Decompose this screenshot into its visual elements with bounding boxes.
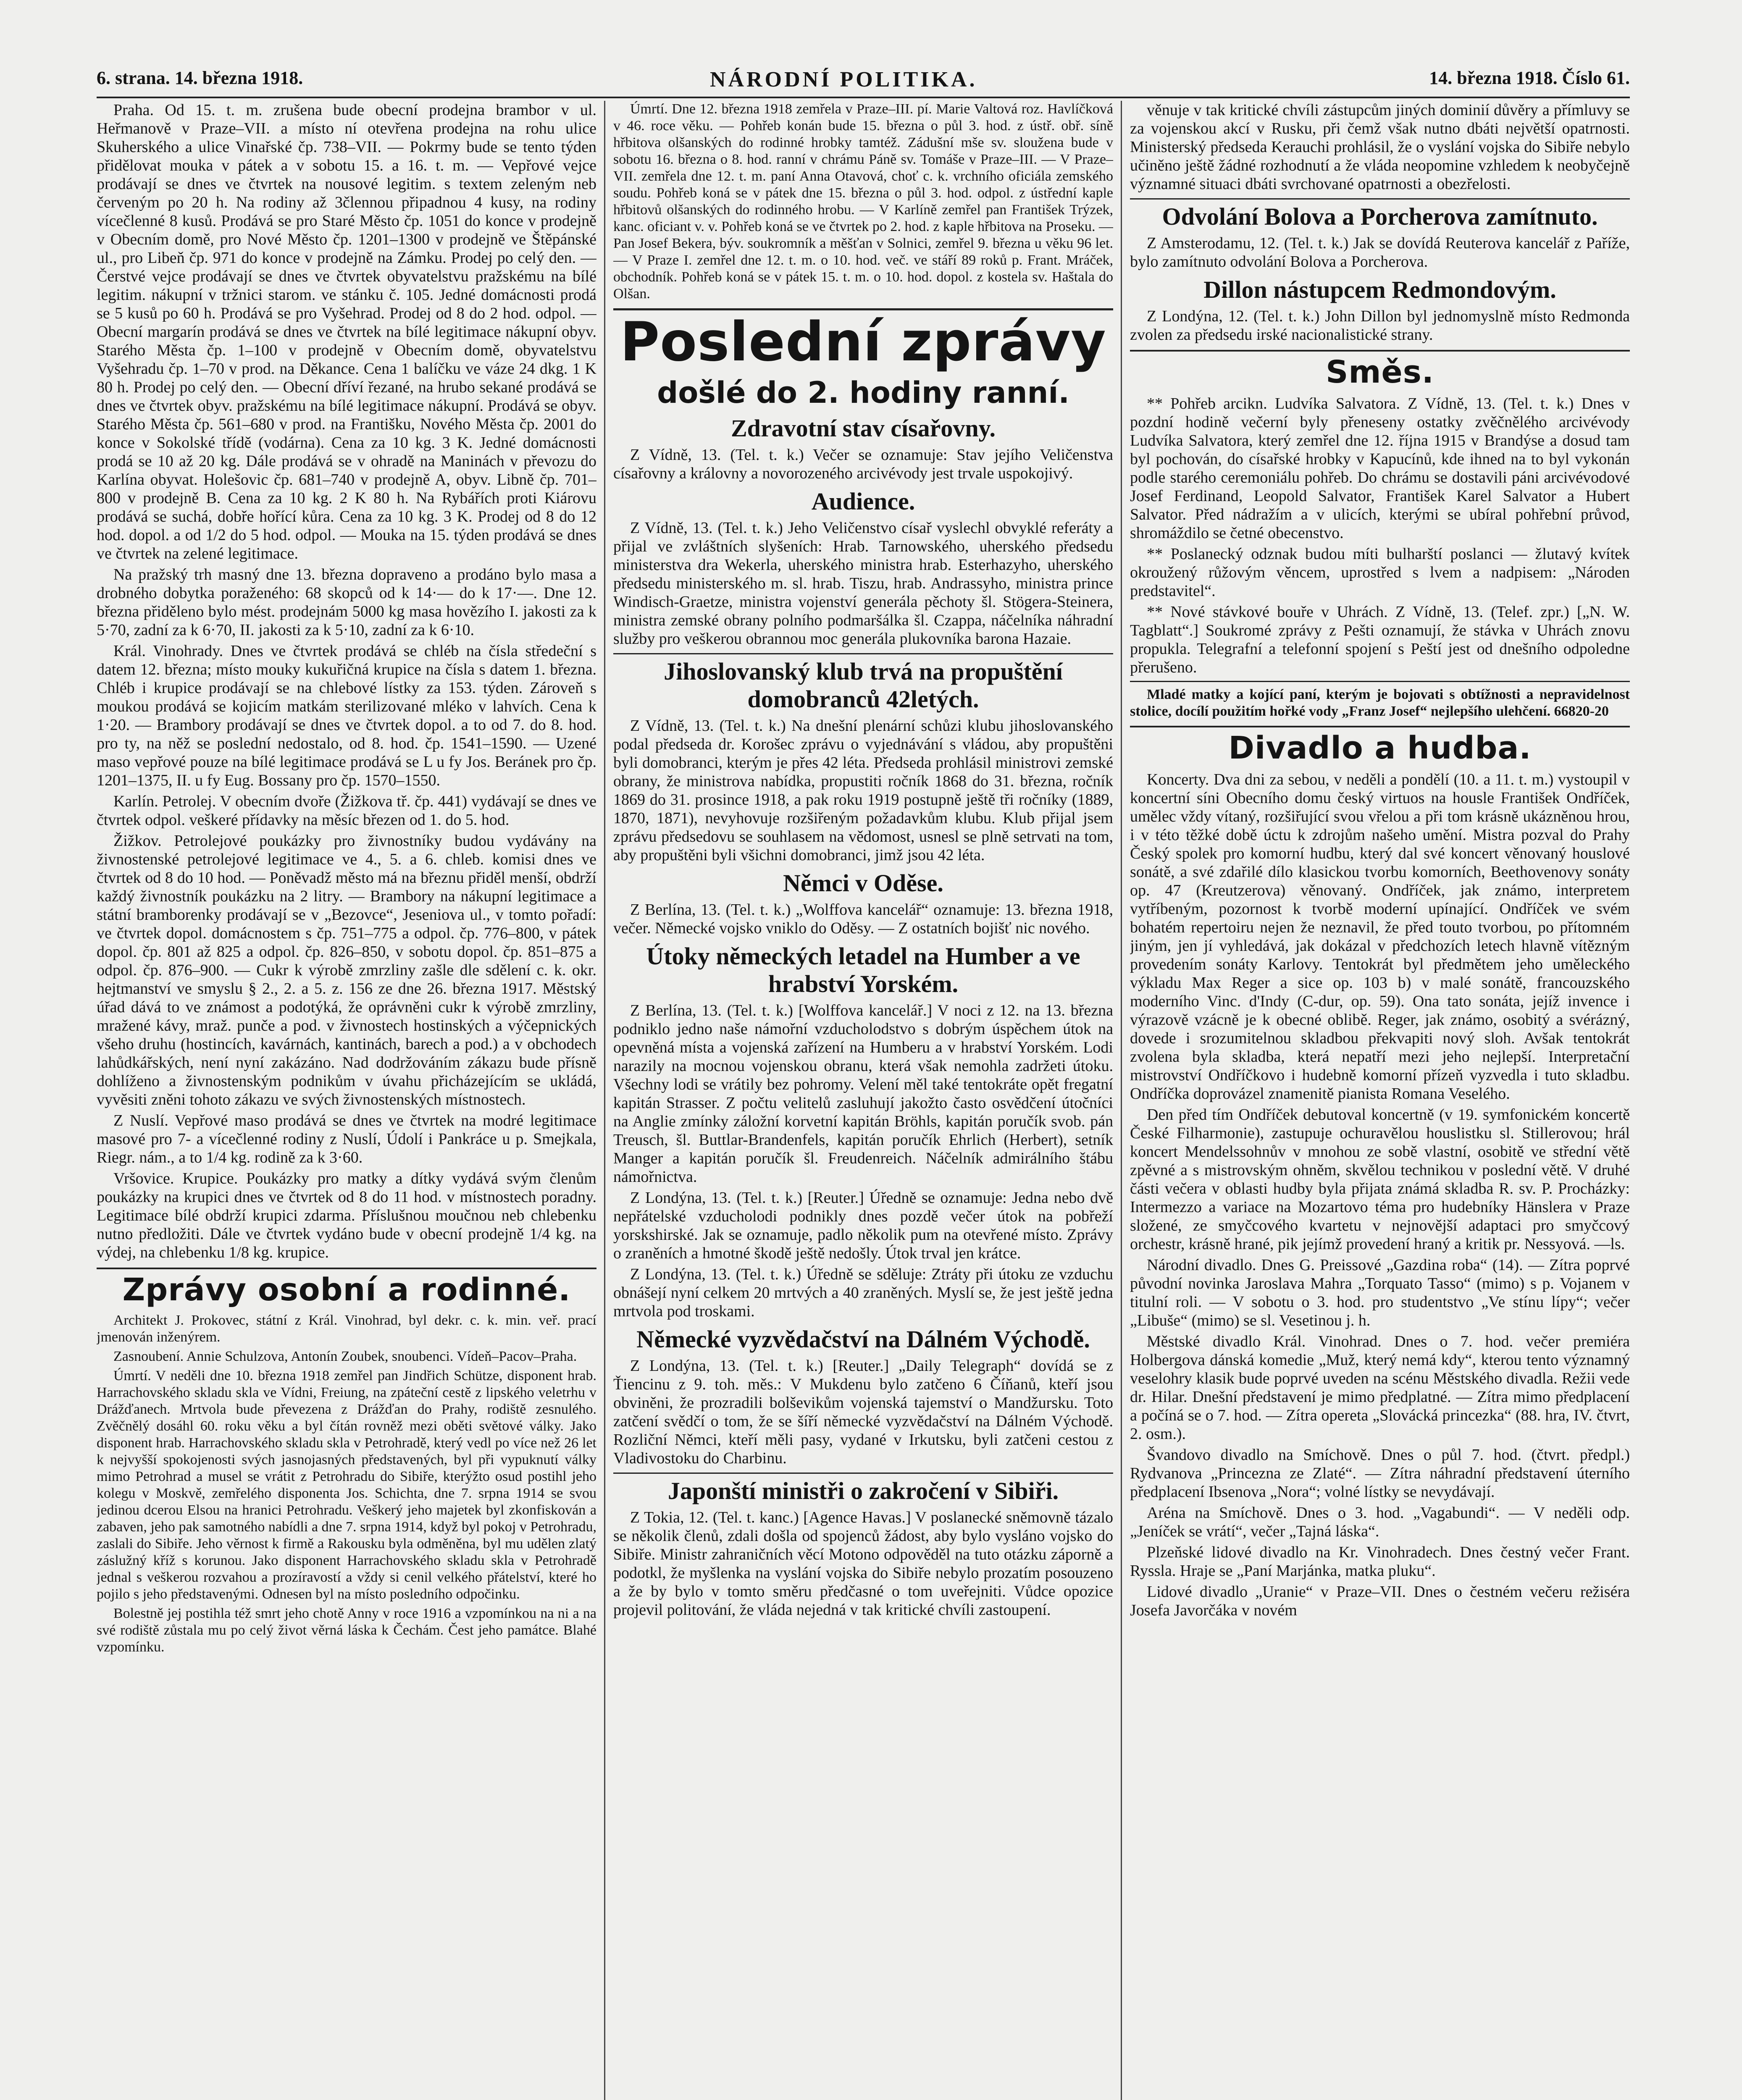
article-paragraph: Aréna na Smíchově. Dnes o 3. hod. „Vagabundi“. — V neděli odp. „Jeníček se vrátí“, večer „Tajná láska“. — [1130, 1504, 1630, 1540]
article-headline: Odvolání Bolova a Porcherova zamítnuto. — [1130, 198, 1630, 231]
article-paragraph: Koncerty. Dva dni za sebou, v neděli a pondělí (10. a 11. t. m.) vystoupil v koncertní síni Obecního domu český virtuos na housle František Ondříček, umělec vždy vítaný, rozšiřující svou vřelou a při tom krásně ukázněnou hrou, i v této těžké době úctu k zdrojům našeho umění. Mistra pozval do Prahy Český spolek pro komorní hudbu, který dal své koncert věnovaný houslové sonátě, a své zdařilé dílo klasickou tvorbu komorních, Beethovenovy sonáty op. 47 (Kreutzerova) věnovaný. Ondříček, jak známo, interpretem vytříbeným, pozornost k tvorbě moderní upínající. Ondříček ve svém bohatém repertoiru nejen že neznavil, že před touto tvorbou, po přítomném jiným, jen jí vyhledává, jak dokázal v předchozích letech hlavně vítězným provedením sonáty Karlovy. Tentokrát byl předmětem jeho uměleckého výkladu Max Reger a sice op. 103 b) v malé sonátě, francouzského moderního Vinc. d'Indy (C-dur, op. 59). Ona tato sonáta, jejíž invence i výrazově vzácně je k obecné oblibě. Reger, jak známo, osobitý a svérázný, dovede i srozumitelnou skladbou překvapiti nový sloh. Avšak tentokrát zvolena byla skladba, která nepatří mezi jeho nejlepší. Interpretační mistrovství Ondříčkovo i hudebně komorní přízeň vyzvedla i tuto skladbu. Ondříčka doprovázel znamenitě pianista Romana Veselého. — [1130, 771, 1630, 1102]
obituaries-paragraph: Úmrtí. Dne 12. března 1918 zemřela v Praze–III. pí. Marie Valtová roz. Havlíčková v 46. roce věku. — Pohřeb konán bude 15. března o půl 3. hod. z ústř. obř. síně hřbitova olšanských do rodinné hrobky tamtéž. Zádušní mše sv. sloužena bude v sobotu 16. března o 8. hod. ranní v chrámu Páně sv. Tomáše v Praze–III. — V Praze–VII. zemřela dne 12. t. m. paní Anna Otavová, choť c. k. vrchního oficiála zemského soudu. Pohřeb koná se v pátek dne 15. března o půl 3. hod. odpol. z ústřední kaple hřbitovů olšanských do rodinného hrobu. — V Karlíně zemřel pan František Trýzek, kanc. oficiant v. v. Pohřeb koná se ve čtvrtek po 2. hod. z kaple hřbitova na Proseku. — Pan Josef Bekera, býv. soukromník a měšťan v Solnici, zemřel 9. března u věku 96 let. — V Praze I. zemřel dne 12. t. m. o 10. hod. več. ve stáří 89 roků p. Frant. Mráček, obchodník. Pohřeb koná se v pátek 15. t. m. o 10. hod. dopol. z kostela sv. Haštala do Olšan. — [613, 101, 1113, 302]
article-paragraph: ** Pohřeb arcikn. Ludvíka Salvatora. Z Vídně, 13. (Tel. t. k.) Dnes v pozdní hodině večerní byly přeneseny ostatky zvěčnělého arcivévody Ludvíka Salvatora, který zemřel dne 12. října 1915 v Brandýse a dosud tam byl pochován, do císařské hrobky v Kapucínů, kde ihned na to byl vykonán podle starého ceremoniálu pohřeb. Do chrámu se dostavili páni arcivévodové Josef Ferdinand, Leopold Salvator, František Karel Salvator a Hubert Salvator. Před nádražím a v ulicích, kterými se ubíral pohřební průvod, shromáždilo se četné obecenstvo. — [1130, 395, 1630, 542]
article-headline: Audience. — [811, 488, 915, 515]
article-paragraph: Z Amsterodamu, 12. (Tel. t. k.) Jak se dovídá Reuterova kancelář z Paříže, bylo zamítnuto odvolání Bolova a Porcherova. — [1130, 234, 1630, 270]
masthead-title: NÁRODNÍ POLITIKA. — [710, 68, 977, 92]
article-paragraph: Z Tokia, 12. (Tel. t. kanc.) [Agence Havas.] V poslanecké sněmovně tázalo se několik členů, zdali došla od spojenců žádost, aby bylo vysláno vojsko do Sibiře. Ministr zahraničních věcí Motono odpověděl na tuto otázku záporně a podotkl, že myšlenka na vyslání vojska do Sibiře nebylo prozatím posouzeno a že by bylo v tomto směru předčasné o tom uveřejniti. Vůdce opozice projevil politování, že vláda nejedná v tak kritické chvíli zastoupení. — [613, 1509, 1113, 1619]
article-paragraph: Z Londýna, 13. (Tel. t. k.) [Reuter.] Úředně se oznamuje: Jedna nebo dvě nepřátelské vzducholodi podnikly dnes pozdě večer útok na pobřeží yorskshirské. Jak se oznamuje, padlo několik pum na otevřené místo. Zprávy o zraněních a hmotné škodě ještě nedošly. Útok trval jen krátce. — [613, 1189, 1113, 1262]
advertisement-notice: Mladé matky a kojící paní, kterým je bojovati s obtížnosti a nepravidelnost stolice, docílí použitím hořké vody „Franz Josef“ nejlepšího ulehčení. 66820-20 — [1130, 687, 1630, 719]
article-paragraph: Lidové divadlo „Uranie“ v Praze–VII. Dnes o čestném večeru režiséra Josefa Javorčáka v novém — [1130, 1583, 1630, 1619]
article-paragraph: Z Londýna, 13. (Tel. t. k.) Úředně se sděluje: Ztráty při útoku ze vzduchu obnášejí nyní celkem 20 mrtvých a 40 zraněných. Myslí se, že jest ještě jedna mrtvola pod troskami. — [613, 1265, 1113, 1320]
section-subtitle-latest-news: došlé do 2. hodiny ranní. — [657, 375, 1069, 410]
column-2 — [613, 101, 1113, 2100]
article-headline: Německé vyzvědačství na Dálném Východě. — [636, 1326, 1090, 1353]
article-paragraph: Zasnoubení. Annie Schulzova, Antonín Zoubek, snoubenci. Vídeň–Pacov–Praha. — [113, 1349, 577, 1364]
section-title-theatre-music: Divadlo a hudba. — [1130, 726, 1630, 766]
article-headline: Dillon nástupcem Redmondovým. — [1203, 276, 1556, 303]
article-headline: Němci v Oděse. — [783, 869, 943, 897]
article-paragraph: Bolestně jej postihla též smrt jeho chotě Anny v roce 1916 a vzpomínkou na ni a na své rodiště zůstala mu po celý život věrná láska k Čechám. Čest jeho památce. Blahé vzpomínku. — [97, 1606, 596, 1655]
header-date-left: 6. strana. 14. března 1918. — [97, 68, 303, 88]
article-paragraph: Na pražský trh masný dne 13. března dopraveno a prodáno bylo masa a drobného dobytka poraženého: 68 skopců od k 14·— do k 17·—. Dne 12. března přiděleno bylo mést. prodejnám 5000 kg masa hovězího I. jakosti za k 5·70, zadní za k 6·70, II. jakosti za k 5·10, zadní za k 6·10. — [97, 566, 596, 639]
section-title-miscellany: Směs. — [1130, 350, 1630, 390]
article-paragraph: Karlín. Petrolej. V obecním dvoře (Žižkova tř. čp. 441) vydávají se dnes ve čtvrtek odpol. veškeré přídavky na měsíc březen od 1. do 5. hod. — [97, 793, 596, 829]
column-divider — [604, 101, 605, 2100]
article-paragraph: Praha. Od 15. t. m. zrušena bude obecní prodejna brambor v ul. Heřmanově v Praze–VII. a místo ní otevřena prodejna na rohu ulice Skuherského a ulice Vinařské čp. 738–VII. — Pokrmy bude se tento týden přidělovat mouka v pátek a v sobotu 15. a 16. t. m. — Vepřové vejce prodávají se dnes ve čtvrtek na nousové legitim. s textem zeleným neb červeným po 20 h. Na rodiny až 3člennou připadnou 4 kusy, na rodiny vícečlenné 8 kusů. Prodává se pro Staré Město čp. 1051 do konce v prodejně v Obecním domě, pro Nové Město čp. 1201–1300 v prodejně ve Štěpánské ul., pro Libeň čp. 971 do konce v prodejně na Zámku. Prodej po celý den. — Čerstvé vejce prodávají se dnes ve čtvrtek obyvatelstvu pražskému na bílé legitim. nákupní v tržnici starom. ve stánku č. 105. Jedné domácnosti prodá se 5 kusů po 60 h. Prodává se pro Vyšehrad. Prodej od 8 do 2 hod. odpol. — Obecní margarín prodává se dnes ve čtvrtek na bílé legitimace nákupní obyv. Starého Města čp. 1–100 v prodejně v Obecním domě, obyvatelstvu Vyšehradu čp. 1–70 v prod. na Děkance. Cena 1 balíčku ve váze 24 dkg. 1 K 80 h. Prodej po celý den. — Obecní dříví řezané, na hrubo sekané prodává se dnes ve čtvrtek obyv. pražskému na bílé legitimace nákupní. Prodává se obyv. Starého Města čp. 561–680 v prod. na Františku, Nového Města čp. 2001 do konce v Sokolské třídě (vodárna). Cena za 10 kg. 3 K. Jedné domácnosti prodá se 10 až 20 kg. Dále prodává se v ohradě na Maninách v převozu do Karlína obyvat. Holešovic čp. 681–740 v prodejně A, obyv. Libně čp. 701–800 v prodejně B. Cena za 10 kg. 2 K 80 h. Na Rybářích proti Kiárovu prodává se suchá, dobře hořící kůra. Cena za 10 kg. 3 K. Prodej od 8 do 12 hod. dopol. a od 1/2 do 5 hod. odpol. — Mouka na 15. týden prodává se dnes ve čtvrtek na zelené legitimace. — [97, 101, 596, 562]
article-headline: Jihoslovanský klub trvá na propuštění domobranců 42letých. — [613, 653, 1113, 713]
page-header — [97, 67, 1630, 98]
article-paragraph: Z Vídně, 13. (Tel. t. k.) Večer se oznamuje: Stav jejího Veličenstva císařovny a královny a novorozeného arcivévody jest trvale uspokojivý. — [613, 446, 1113, 482]
article-paragraph: Z Vídně, 13. (Tel. t. k.) Jeho Veličenstvo císař vyslechl obvyklé referáty a přijal ve zvláštních slyšeních: Hrab. Tarnowského, uherského předsedu ministerstva dra Wekerla, uherského ministra hrab. Esterhazyho, uherského předsedu ministerského m. sl. hrab. Tiszu, hrab. Andrassyho, ministra prince Windisch-Graetze, ministra vojenství generála pěchoty šl. Stögera-Steinera, ministra zemské obrany polního podmaršálka šl. Czappa, náčelníka náhradní služby pro veškerou obrannou moc generála plukovníka barona Hazaie. — [613, 519, 1113, 648]
article-paragraph: Den před tím Ondříček debutoval koncertně (v 19. symfonickém koncertě České Filharmonie), zastupuje ochuravělou houslistku sl. Stillerovou; hrál koncert Mendelssohnův v mnohou ze sobě vlastní, osobitě ve střední větě zpěvné a s mistrovským ohněm, skvělou technikou v poslední větě. V druhé části večera v oblasti hudby byla přijata známá skladba R. sv. P. Procházky: Intermezzo a variace na Mozartovo téma pro hudebníky Hänslera v Praze složené, ze smyčcového kvartetu v nejnovější adaptaci pro smyčcový orchestr, krásně hrané, pik jejímž provedení hraný a kritik pr. Nessyová. —ls. — [1130, 1106, 1630, 1253]
article-paragraph: Švandovo divadlo na Smíchově. Dnes o půl 7. hod. (čtvrt. předpl.) Rydvanova „Princezna ze Zlaté“. — Zítra náhradní představení úterního předplacení Ibsenova „Nora“; volné lístky se nevydávají. — [1130, 1446, 1630, 1501]
article-paragraph: ** Nové stávkové bouře v Uhrách. Z Vídně, 13. (Telef. zpr.) [„N. W. Tagblatt“.] Soukromé zprávy z Pešti oznamují, že stávka v Uhrách znovu propukla. Telegrafní a telefonní spojení s Peští jest od dnešního odpoledne přerušeno. — [1130, 603, 1630, 676]
article-paragraph: Plzeňské lidové divadlo na Kr. Vinohradech. Dnes čestný večer Frant. Ryssla. Hraje se „Paní Marjánka, matka pluku“. — [1130, 1544, 1630, 1580]
column-3 — [1130, 101, 1630, 2100]
article-paragraph: Z Berlína, 13. (Tel. t. k.) [Wolffova kancelář.] V noci z 12. na 13. března podniklo jedno naše námořní vzducholodstvo s dobrým úspěchem útok na opevněná místa a vojenská zařízení na Humberu a v hrabství Yorském. Lodi narazily na mocnou vojenskou obranu, která však nemohla zadržeti útoku. Všechny lodi se vrátily bez pohromy. Velení měl také tentokráte opět fregatní kapitán Strasser. Z počtu velitelů zasluhují jakožto často osvědčení útočníci na Anglie zmínky záložní korvetní kapitán Bröhls, kapitán poručík svob. pán Treusch, šl. Buttlar-Brandenfels, kapitán poručík Ehrlich (Herbert), setník Manger a kapitán poručík šl. Freudenreich. Náčelník admirálního štábu námořnictva. — [613, 1002, 1113, 1186]
column-1 — [97, 101, 596, 2100]
article-paragraph: Architekt J. Prokovec, státní z Král. Vinohrad, byl dekr. c. k. min. veř. prací jmenován inženýrem. — [97, 1312, 596, 1345]
article-paragraph: Úmrtí. V neděli dne 10. března 1918 zemřel pan Jindřich Schütze, disponent hrab. Harrachovského skladu skla ve Vídni, Freiung, na zpáteční cestě z lipského veletrhu v Drážďanech. Mrtvola bude převezena z Drážďan do Prahy, rodiště zesnulého. Zvěčnělý dosáhl 60. roku věku a byl čítán rovněž mezi oběti světové války. Jako disponent hrab. Harrachovského skladu skla v Petrohradě, který vedl po více než 26 let k nejvyšší spokojenosti svých jasnojasných představených, byl při vypuknutí války mimo Petrohrad a musel se vrátit z Petrohradu do Sibiře, kterýžto osud postihl jeho kolegu v Moskvě, zemřelého disponenta Jos. Schichta, dne 7. srpna 1914 se svou jedinou dcerou Elsou na hranici Petrohradu. Veškerý jeho majetek byl zkonfiskován a zabaven, jeho pak samotného nabídli a dne 7. srpna 1914, když byl pokoj v Petrohradu, zaslali do Sibiře. Jeho věrnost k firmě a Rakousku byla odměněna, byl mu udělen zlatý záslužný kříž s korunou. Jako disponent Harrachovského skladu skla v Petrohradě jednal s veškerou rozvahou a prozíravostí a vždy si cenil velkého přátelství, které ho pojilo s jeho představenými. Odnesen byl na místo posledního odpočinku. — [97, 1368, 596, 1602]
article-paragraph: ** Poslanecký odznak budou míti bulharští poslanci — žlutavý kvítek okroužený růžovým věncem, uprostřed s lvem a nadpisem: „Národen predstavitel“. — [1130, 545, 1630, 600]
article-paragraph: Vršovice. Krupice. Poukázky pro matky a dítky vydává svým členům poukázky na krupici dnes ve čtvrtek od 8 do 11 hod. v místnostech poradny. Legitimace bílé obdrží krupici zdarma. Příslušnou moučnou neb chlebenku nutno předložiti. Dále ve čtvrtek vydáno bude v obecní prodejně 1/4 kg. na výdej, na chlebenku 1/8 kg. krupice. — [97, 1170, 596, 1261]
column-divider — [1121, 101, 1122, 2100]
article-paragraph: Král. Vinohrady. Dnes ve čtvrtek prodává se chléb na čísla středeční s datem 12. března; místo mouky kukuřičná krupice na čísla s datem 1. března. Chléb i krupice prodávají se na chlebové lístky za 153. týden. Zároveň s moukou prodává se kojicím matkám sterilizované mléko v lahvích. Cena k 1·20. — Brambory prodávají se dnes ve čtvrtek dopol. a to od 7. do 8. hod. pro ty, na něž se poslední nedostalo, od 8. hod. čp. 1541–1590. — Uzené maso vepřové pouze na bílé legitimace prodává se L u fy Jos. Beránek pro čp. 1201–1375, II. u fy Eug. Bossany pro čp. 1570–1550. — [97, 642, 596, 789]
article-paragraph: věnuje v tak kritické chvíli zástupcům jiných dominií důvěry a přímluvy se za vojenskou akcí v Rusku, při čemž však nutno dbáti největší opatrnosti. Ministerský předseda Kerauchi prohlásil, že o vyslání vojska do Sibiře nebylo učiněno ještě žádné rozhodnutí a že vláda neopomine vzhledem k neobyčejně významné situaci dbáti svrchované opatrnosti a obezřelosti. — [1130, 101, 1630, 193]
section-title-personal-news: Zprávy osobní a rodinné. — [97, 1268, 596, 1308]
article-paragraph: Městské divadlo Král. Vinohrad. Dnes o 7. hod. večer premiéra Holbergova dánská komedie „Muž, který nemá kdy“, kterou tento významný veselohry klasik bude poprvé uveden na scénu Městského divadla. Režii vede dr. Hilar. Dnešní představení je mimo předplatné. — Zítra mimo předplacení a počíná se o 7. hod. — Zítra opereta „Slovácká princezka“ (88. hra, IV. čtvrt, 2. osm.). — [1130, 1333, 1630, 1443]
article-paragraph: Z Londýna, 13. (Tel. t. k.) [Reuter.] „Daily Telegraph“ dovídá se z Ťiencinu z 9. toh. měs.: V Mukdenu bylo zatčeno 6 Číňanů, kteří jsou obviněni, že prozradili bolševikům vojenská tajemství o Mandžursku. Toto zatčení svědčí o tom, že se šíří německé vyzvědačství na Dálném Východě. Rozliční Němci, kteří měli pasy, vydané v Irkutsku, byli zatčeni cestou z Vladivostoku do Charbinu. — [613, 1357, 1113, 1467]
article-headline: Útoky německých letadel na Humber a ve hrabství Yorském. — [646, 942, 1080, 998]
article-headline: Zdravotní stav císařovny. — [731, 415, 996, 442]
header-issue-number: 14. března 1918. Číslo 61. — [1429, 68, 1630, 88]
section-title-latest-news: Poslední zprávy — [613, 308, 1113, 372]
article-headline: Japonští ministři o zakročení v Sibiři. — [613, 1473, 1113, 1505]
divider — [1130, 681, 1630, 682]
article-paragraph: Národní divadlo. Dnes G. Preissové „Gazdina roba“ (14). — Zítra poprvé původní novinka Jaroslava Mahra „Torquato Tasso“ (mimo) s p. Vojanem v titulní roli. — V sobotu o 3. hod. pro studentstvo „Ve stínu lípy“; večer „Libuše“ (mimo) se sl. Vesetinou j. h. — [1130, 1256, 1630, 1329]
article-paragraph: Z Nuslí. Vepřové maso prodává se dnes ve čtvrtek na modré legitimace masové pro 7- a vícečlenné rodiny z Nuslí, Údolí i Pankráce u p. Smejkala, Riegr. nám., a to 1/4 kg. rodině za k 3·60. — [97, 1112, 596, 1166]
article-paragraph: Z Vídně, 13. (Tel. t. k.) Na dnešní plenární schůzi klubu jihoslovanského podal předseda dr. Korošec zprávu o vyjednávání s vládou, aby propuštěni byli domobranci, kterým je přes 42 léta. Předseda prohlásil ministrovi zemské obrany, že ministrova nabídka, propustiti ročník 1868 do 31. března, ročník 1869 do 31. prosince 1918, a pak roku 1919 postupně ještě tři ročníky (1889, 1870, 1871), nevyhovuje rozšiřeným požadavkům klubu. Klub přijal jsem zprávu předsedovu se souhlasem na vědomost, usnesl se plně setrvati na tom, aby propuštěni byli všichni domobranci, jimž jsou 42 léta. — [613, 717, 1113, 864]
article-paragraph: Z Berlína, 13. (Tel. t. k.) „Wolffova kancelář“ oznamuje: 13. března 1918, večer. Německé vojsko vniklo do Oděsy. — Z ostatních bojišť nic nového. — [613, 901, 1113, 937]
article-paragraph: Žižkov. Petrolejové poukázky pro živnostníky budou vydávány na živnostenské petrolejové legitimace ve 4., 5. a 6. chleb. komisi dnes ve čtvrtek od 8 do 10 hod. — Poněvadž město má na březnu přiděl menší, obdrží každý živnostník poukázku na 2 litry. — Brambory na nákupní legitimace a státní bramborenky prodávají se v „Bezovce“, Jeseniova ul., v tomto pořadí: ve čtvrtek dopol. domácnostem s čp. 751–775 a odpol. čp. 776–800, v pátek dopol. čp. 801 až 825 a odpol. čp. 826–850, v sobotu dopol. čp. 851–875 a odpol. čp. 876–900. — Cukr k výrobě zmrzliny zašle dle sdělení c. k. okr. hejtmanství ve smyslu § 2., 2. a 5. z. 156 ze dne 26. března 1917. Městský úřad dává to ve známost a podotýká, že oprávněni cukr k výrobě zmrzliny, mražené kávy, mraž. punče a pod. v živnostech hostinských a výčepnických všeho druhu (hostincích, kavárnách, kantinách, barech a pod.) a v obchodech lahůdkářských, není nyní zakázáno. Nad dodržováním zákazu bude přísně dohlíženo a živnostenským podnikům v úvahu přicházejícím se ukládá, vyvěsiti zněni tohoto zákazu ve svých živnostenských místnostech. — [97, 832, 596, 1108]
article-paragraph: Z Londýna, 12. (Tel. t. k.) John Dillon byl jednomyslně místo Redmonda zvolen za předsedu irské nacionalistické strany. — [1130, 307, 1630, 344]
